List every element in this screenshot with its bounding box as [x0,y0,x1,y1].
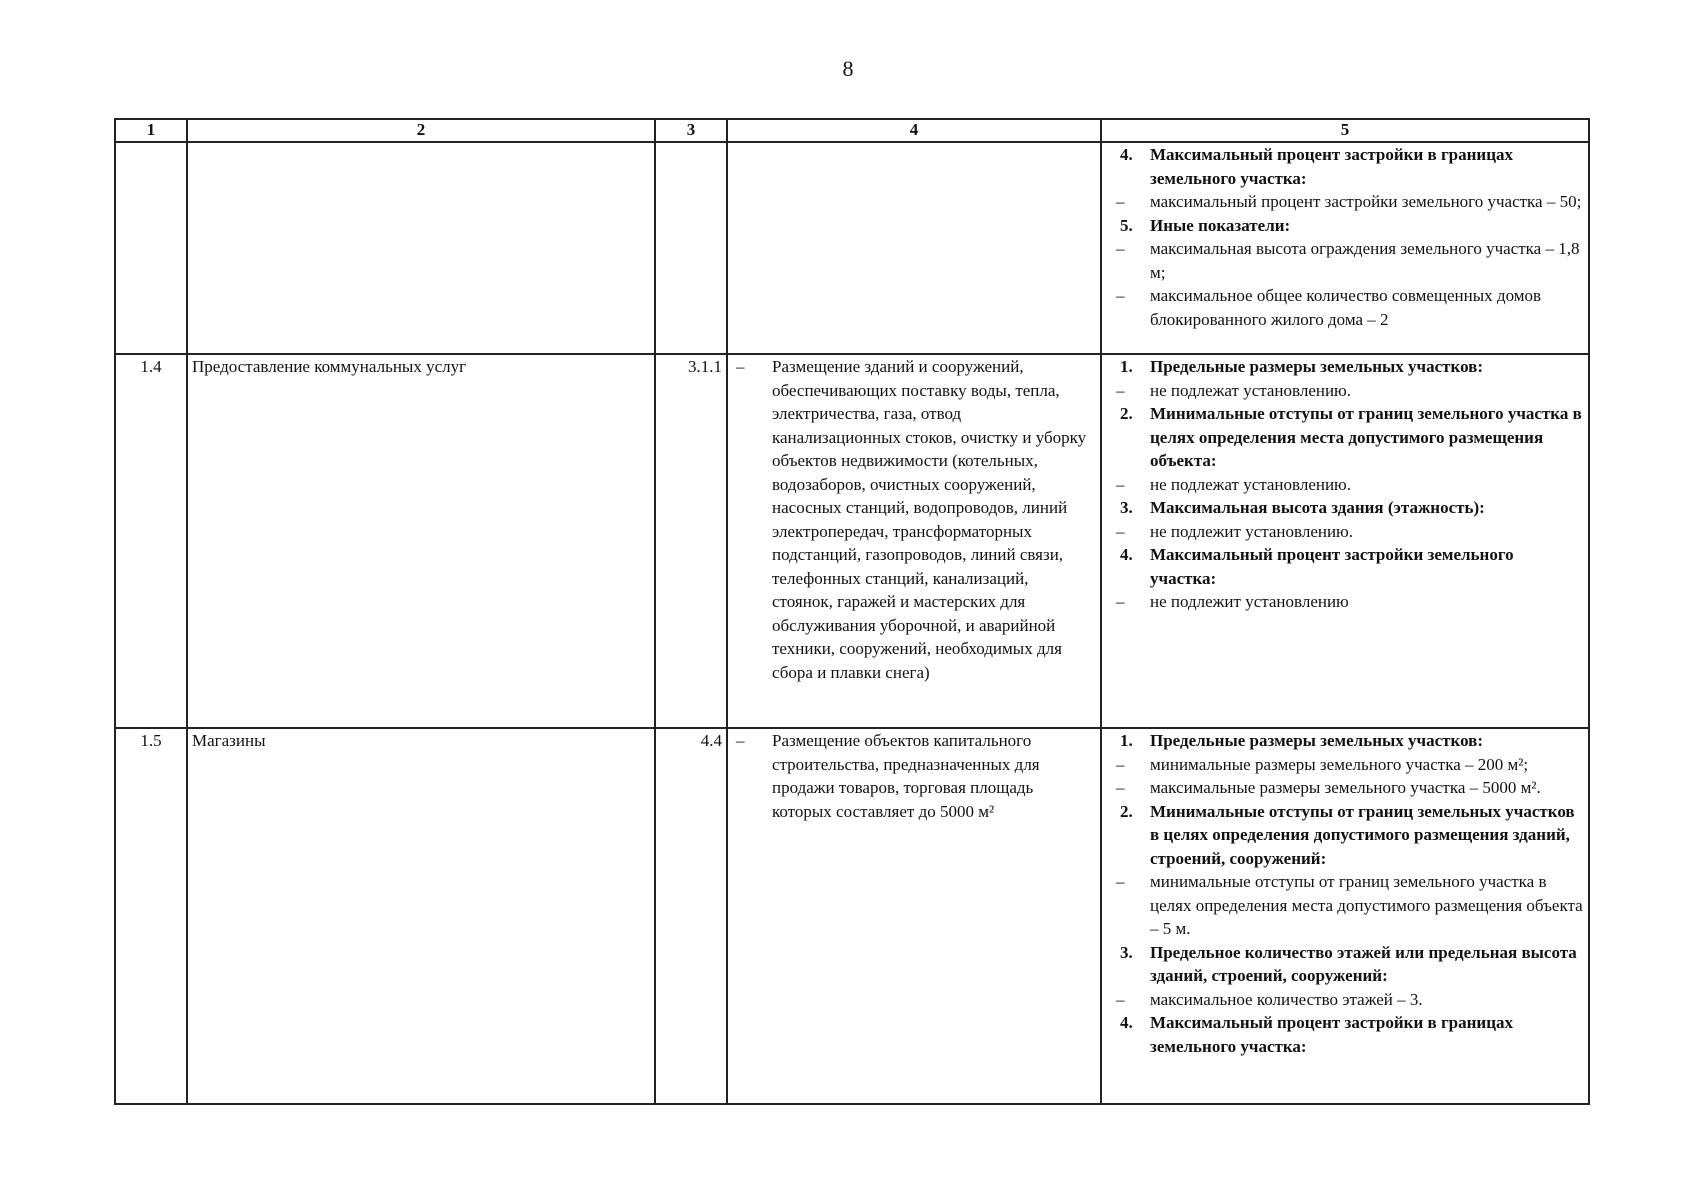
parameter-heading [1110,496,1584,520]
parameter-list [1106,729,1584,1058]
list-text: максимальная высота ограждения земельного участка – 1,8 м; [1150,239,1580,282]
list-marker: – [1116,474,1125,494]
list-marker: – [1116,380,1125,400]
list-marker: – [1116,521,1125,541]
list-marker: 4. [1120,145,1133,164]
parameter-list [1106,143,1584,331]
list-text: Максимальный процент застройки в границах земельного участка: [1150,1013,1514,1056]
table-header-row [115,119,1589,142]
list-text: не подлежат установлению. [1150,380,1352,400]
row-number: 1.4 [115,354,187,728]
parameters-cell [1101,728,1589,1104]
list-marker: 1. [1120,731,1133,750]
parameters-cell [1101,354,1589,728]
list-marker: – [1116,239,1125,258]
land-use-description: Размещение зданий и сооружений, обеспечивающих поставку воды, тепла, электричества, газа, отвод канализационных стоков, очистку и уборку объектов недвижимости (котельных, водозаборов, очистных сооружений, насосных станций, водопроводов, линий электропередач, трансформаторных подстанций, газопроводов, линий связи, телефонных станций, канализаций, стоянок, гаражей и мастерских для обслуживания уборочной, и аварийной техники, сооружений, необходимых для сбора и плавки снега) [772,357,1087,682]
description-dash: – [736,731,745,750]
parameter-value [1110,776,1584,800]
parameters-cell [1101,142,1589,354]
list-marker: 3. [1120,498,1133,517]
row-number [115,142,187,354]
list-text: Максимальная высота здания (этажность): [1150,498,1485,517]
list-marker: – [1116,778,1125,797]
parameter-heading [1110,543,1584,590]
header-cell: 1 [115,119,187,142]
parameter-heading [1110,800,1584,871]
header-cell: 4 [727,119,1101,142]
row-number: 1.5 [115,728,187,1104]
parameter-value [1110,870,1584,941]
parameter-heading [1110,941,1584,988]
list-text: Предельные размеры земельных участков: [1150,357,1484,376]
parameter-value [1110,590,1584,614]
list-text: минимальные размеры земельного участка – 200 м²; [1150,754,1529,774]
list-text: максимальное общее количество совмещенных домов блокированного жилого дома – 2 [1150,286,1542,329]
land-use-description-cell [727,728,1101,1104]
list-text: Предельное количество этажей или предельная высота зданий, строений, сооружений: [1150,942,1577,985]
list-text: Предельные размеры земельных участков: [1150,731,1484,750]
header-cell: 2 [187,119,655,142]
list-text: максимальный процент застройки земельного участка – 50; [1150,192,1582,211]
list-marker: 4. [1120,545,1133,564]
list-marker: 2. [1120,801,1133,821]
parameter-list [1106,355,1584,614]
parameter-heading [1110,1011,1584,1058]
list-text: Максимальный процент застройки земельного участка: [1150,545,1514,588]
parameter-heading [1110,402,1584,473]
list-marker: 4. [1120,1013,1133,1032]
list-marker: – [1116,754,1125,774]
land-use-description-cell [727,354,1101,728]
list-marker: – [1116,989,1125,1009]
table-row [115,728,1589,1104]
list-marker: – [1116,192,1125,211]
land-use-description: Размещение объектов капитального строительства, предназначенных для продажи товаров, торговая площадь которых составляет до 5000 м² [772,731,1040,821]
land-use-code [655,142,727,354]
header-cell: 3 [655,119,727,142]
table-row [115,142,1589,354]
table-row [115,354,1589,728]
list-text: Минимальные отступы от границ земельного участка в целях определения места допустимого размещения объекта: [1150,404,1582,470]
list-text: минимальные отступы от границ земельного участка в целях определения места допустимого размещения объекта – 5 м. [1150,872,1583,938]
list-text: не подлежит установлению. [1150,521,1354,541]
list-marker: – [1116,872,1125,891]
description-dash: – [736,357,745,376]
parameter-value [1110,379,1584,403]
land-use-code: 3.1.1 [655,354,727,728]
list-text: максимальное количество этажей – 3. [1150,989,1423,1009]
list-marker: – [1116,592,1125,611]
parameter-value [1110,190,1584,214]
land-use-code: 4.4 [655,728,727,1104]
list-marker: 1. [1120,357,1133,376]
list-marker: 5. [1120,215,1133,235]
parameter-heading [1110,143,1584,190]
land-use-name: Предоставление коммунальных услуг [187,354,655,728]
land-use-description-cell [727,142,1101,354]
list-text: максимальные размеры земельного участка – 5000 м². [1150,778,1541,797]
list-text: Минимальные отступы от границ земельных участков в целях определения допустимого размещения зданий, строений, сооружений: [1150,801,1575,868]
list-text: Максимальный процент застройки в границах земельного участка: [1150,145,1514,188]
list-text: не подлежат установлению. [1150,474,1352,494]
parameter-value [1110,520,1584,544]
parameter-value [1110,988,1584,1012]
parameter-heading [1110,355,1584,379]
parameter-value [1110,473,1584,497]
header-cell: 5 [1101,119,1589,142]
parameter-heading [1110,214,1584,238]
page-number: 8 [842,56,854,81]
parameter-value [1110,237,1584,284]
list-marker: 2. [1120,404,1133,423]
parameter-heading [1110,729,1584,753]
list-text: не подлежит установлению [1150,592,1349,611]
parameter-value [1110,284,1584,331]
regulations-table [114,118,1590,1105]
list-marker: – [1116,286,1125,305]
land-use-name [187,142,655,354]
list-marker: 3. [1120,942,1133,962]
parameter-value [1110,753,1584,777]
land-use-name: Магазины [187,728,655,1104]
list-text: Иные показатели: [1150,215,1291,235]
